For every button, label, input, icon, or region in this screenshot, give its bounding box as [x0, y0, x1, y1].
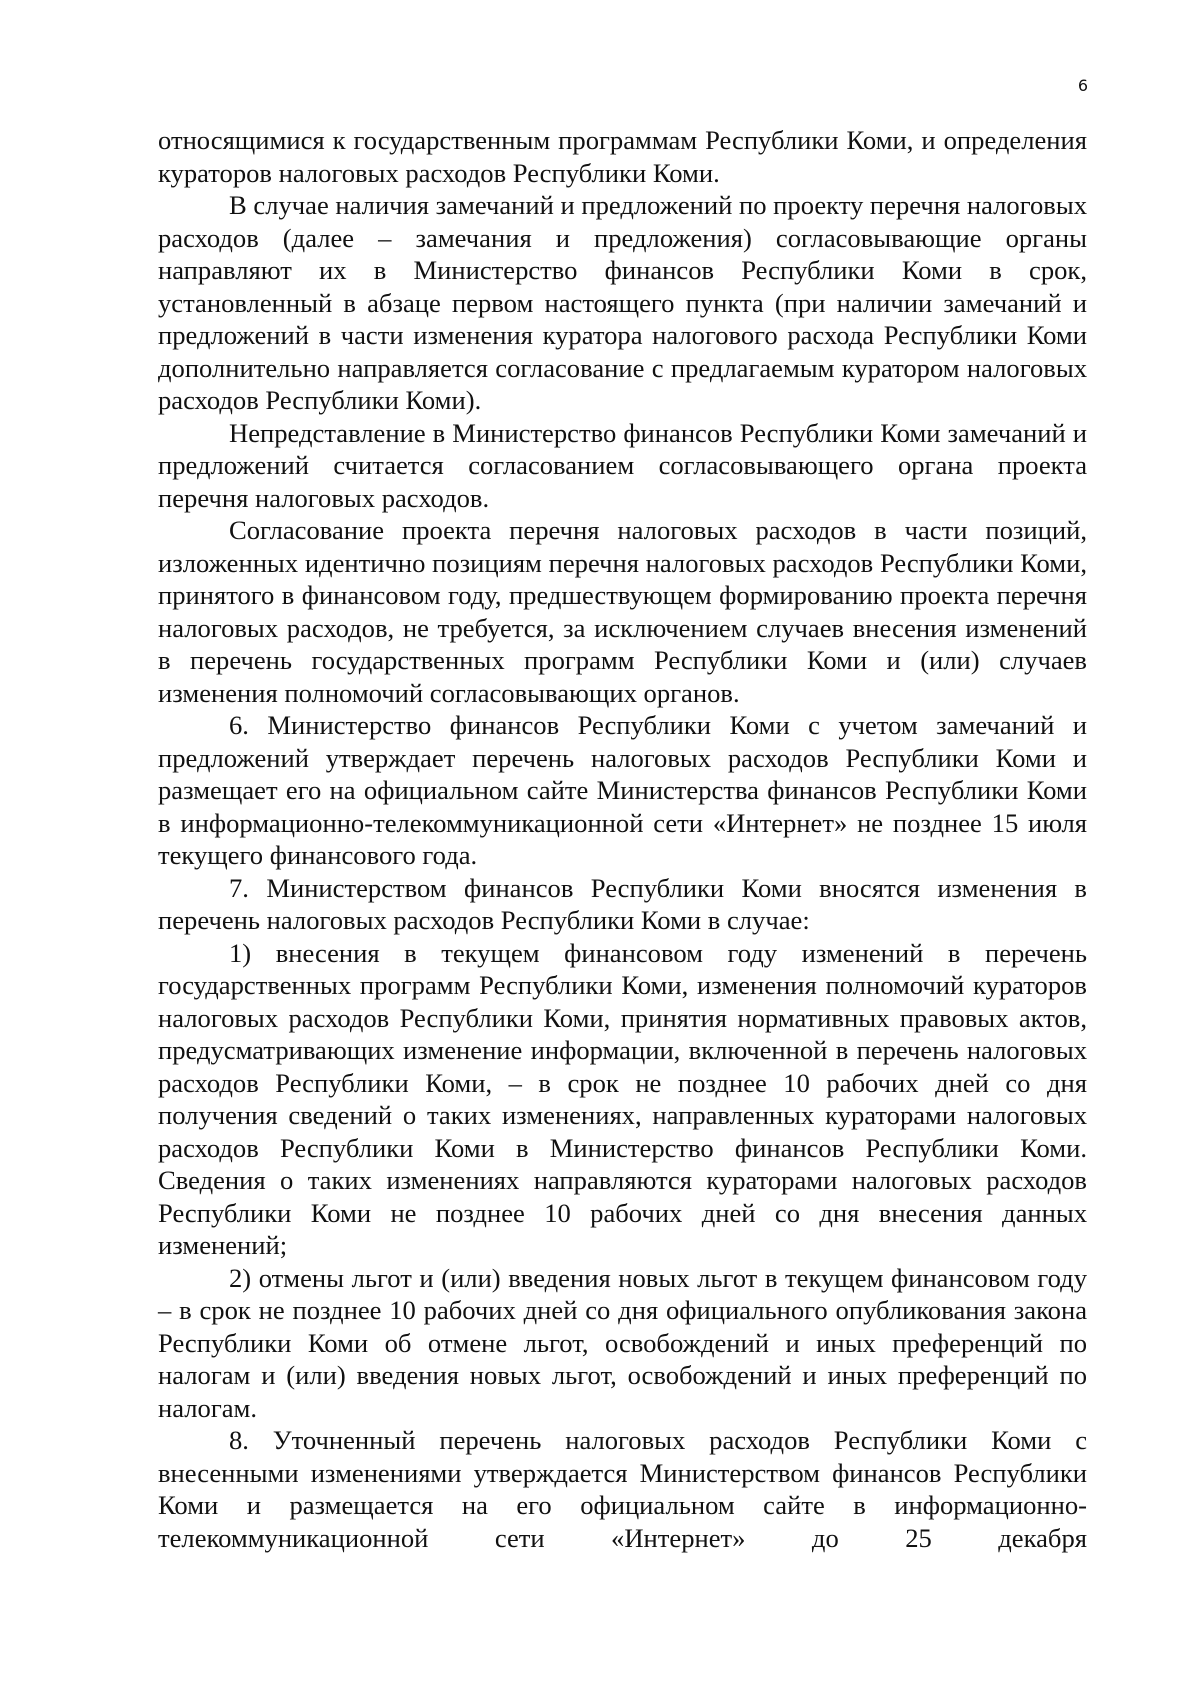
paragraph-remarks-procedure: В случае наличия замечаний и предложений по проекту перечня налоговых расходов (далее – замечания и предложения) согласовывающие органы направляют их в Министерство финансов Республики Коми в срок, установленный в абзаце первом настоящего пункта (при наличии замечаний и предложений в части изменения куратора налогового расхода Республики Коми дополнительно направляется согласование с предлагаемым куратором налоговых расходов Республики Коми).	[158, 190, 1087, 415]
page-number: 6	[1077, 76, 1088, 95]
document-body	[158, 124, 1087, 1554]
paragraph-item-8: 8. Уточненный перечень налоговых расходов Республики Коми с внесенными изменениями утверждается Министерством финансов Республики Коми и размещается на его официальном сайте в информационно-телекоммуникационной сети «Интернет» до 25 декабря	[158, 1425, 1087, 1553]
paragraph-non-submission: Непредставление в Министерство финансов Республики Коми замечаний и предложений считается согласованием согласовывающего органа проекта перечня налоговых расходов.	[158, 417, 1087, 513]
paragraph-approval-exception: Согласование проекта перечня налоговых расходов в части позиций, изложенных идентично позициям перечня налоговых расходов Республики Коми, принятого в финансовом году, предшествующем формированию проекта перечня налоговых расходов, не требуется, за исключением случаев внесения изменений в перечень государственных программ Республики Коми и (или) случаев изменения полномочий согласовывающих органов.	[158, 515, 1087, 708]
paragraph-item-7-subitem-2: 2) отмены льгот и (или) введения новых льгот в текущем финансовом году – в срок не позднее 10 рабочих дней со дня официального опубликования закона Республики Коми об отмене льгот, освобождений и иных преференций по налогам и (или) введения новых льгот, освобождений и иных преференций по налогам.	[158, 1262, 1087, 1423]
paragraph-continuation: относящимися к государственным программам Республики Коми, и определения кураторов налоговых расходов Республики Коми.	[158, 125, 1087, 188]
paragraph-item-7-subitem-1: 1) внесения в текущем финансовом году изменений в перечень государственных программ Республики Коми, изменения полномочий кураторов налоговых расходов Республики Коми, принятия нормативных правовых актов, предусматривающих изменение информации, включенной в перечень налоговых расходов Республики Коми, – в срок не позднее 10 рабочих дней со дня получения сведений о таких изменениях, направленных кураторами налоговых расходов Республики Коми в Министерство финансов Республики Коми. Сведения о таких изменениях направляются кураторами налоговых расходов Республики Коми не позднее 10 рабочих дней со дня внесения данных изменений;	[158, 937, 1087, 1260]
paragraph-item-6: 6. Министерство финансов Республики Коми с учетом замечаний и предложений утверждает перечень налоговых расходов Республики Коми и размещает его на официальном сайте Министерства финансов Республики Коми в информационно-телекоммуникационной сети «Интернет» не позднее 15 июля текущего финансового года.	[158, 710, 1087, 870]
paragraph-item-7: 7. Министерством финансов Республики Коми вносятся изменения в перечень налоговых расходов Республики Коми в случае:	[158, 872, 1087, 935]
